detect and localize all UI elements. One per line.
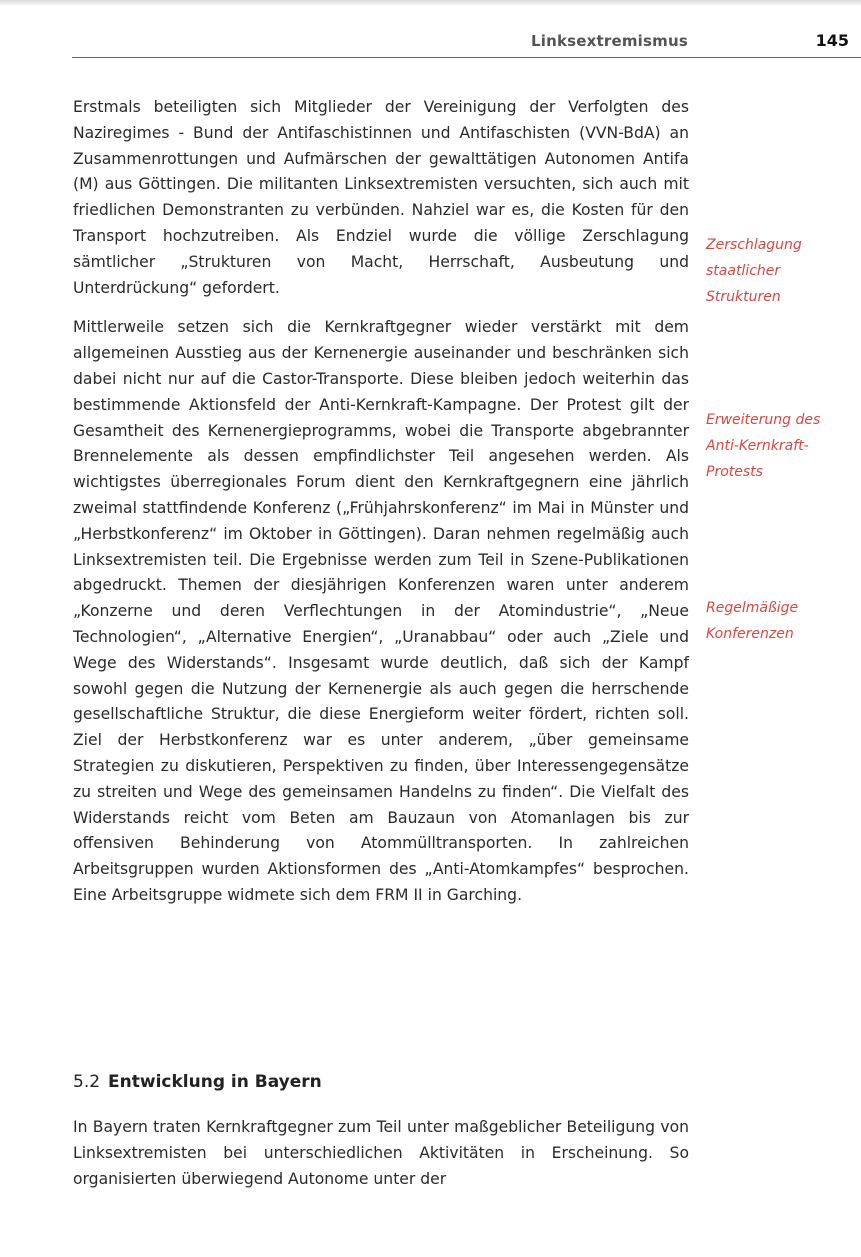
margin-note-konferenzen (706, 596, 856, 648)
margin-note-line: Regelmäßige (706, 600, 799, 616)
margin-note-line: Strukturen (706, 288, 781, 305)
margin-note-line: Protests (706, 463, 763, 480)
main-body-text (73, 95, 689, 923)
section-body-text (73, 1115, 689, 1192)
section-number: 5.2 (73, 1072, 101, 1092)
running-title: Linksextremismus (530, 32, 688, 50)
margin-note-line: Konferenzen (706, 625, 794, 642)
margin-note-line: staatlicher (706, 262, 781, 279)
header-rule (72, 57, 861, 58)
margin-note-erweiterung (706, 408, 856, 485)
margin-note-line: Anti-Kernkraft- (706, 437, 809, 454)
margin-note-line: Erweiterung des (706, 412, 821, 428)
paragraph-1: Erstmals beteiligten sich Mitglieder der Vereinigung der Verfolgten des Naziregimes - Bund der Antifaschistinnen und Antifaschisten (VVN-BdA) an Zusammenrottungen und Aufmärschen der gewalttätigen Autonomen Antifa (M) aus Göttingen. Die militanten Linksextremisten versuchten, sich auch mit friedlichen Demonstranten zu verbünden. Nahziel war es, die Kosten für den Transport hochzutreiben. Als Endziel wurde die völlige Zerschlagung sämtlicher „Strukturen von Macht, Herrschaft, Ausbeutung und Unterdrückung“ gefordert. (73, 98, 689, 297)
section-paragraph: In Bayern traten Kernkraftgegner zum Teil unter maßgeblicher Beteiligung von Linksextremisten bei unterschiedlichen Aktivitäten in Erscheinung. So organisierten überwiegend Autonome unter der (73, 1118, 689, 1188)
margin-note-line: Zerschlagung (706, 237, 802, 253)
page-header (72, 28, 861, 58)
paragraph-2: Mittlerweile setzen sich die Kernkraftgegner wieder verstärkt mit dem allgemeinen Ausstieg aus der Kernenergie auseinander und beschränken sich dabei nicht nur auf die Castor-Transporte. Diese bleiben jedoch weiterhin das bestimmende Aktionsfeld der Anti-Kernkraft-Kampagne. Der Protest gilt der Gesamtheit des Kernenergieprogramms, wobei die Transporte abgebrannter Brennelemente als dessen empfindlichster Teil angesehen werden. Als wichtigstes überregionales Forum dient den Kernkraftgegnern eine jährlich zweimal stattfindende Konferenz („Frühjahrskonferenz“ im Mai in Münster und „Herbstkonferenz“ im Oktober in Göttingen). Daran nehmen regelmäßig auch Linksextremisten teil. Die Ergebnisse werden zum Teil in Szene-Publikationen abgedruckt. Themen der diesjährigen Konferenzen waren unter anderem „Konzerne und deren Verflechtungen in der Atomindustrie“, „Neue Technologien“, „Alternative Energien“, „Uranabbau“ oder auch „Ziele und Wege des Widerstands“. Insgesamt wurde deutlich, daß sich der Kampf sowohl gegen die Nutzung der Kernenergie als auch gegen die herrschende gesellschaftliche Struktur, die diese Energieform weiter fördert, richten soll. Ziel der Herbstkonferenz war es unter anderem, „über gemeinsame Strategien zu diskutieren, Perspektiven zu finden, über Interessengegensätze zu streiten und Wege des gemeinsamen Handelns zu finden“. Die Vielfalt des Widerstands reicht vom Beten am Bauzaun von Atomanlagen bis zur offensiven Behinderung von Atommülltransporten. In zahlreichen Arbeitsgruppen wurden Aktionsformen des „Anti-Atomkampfes“ besprochen. Eine Arbeitsgruppe widmete sich dem FRM II in Garching. (73, 318, 689, 904)
section-heading (73, 1072, 322, 1092)
page-number: 145 (815, 31, 849, 50)
page-top-shade (0, 0, 861, 6)
section-title: Entwicklung in Bayern (108, 1072, 322, 1092)
margin-note-zerschlagung (706, 233, 856, 310)
